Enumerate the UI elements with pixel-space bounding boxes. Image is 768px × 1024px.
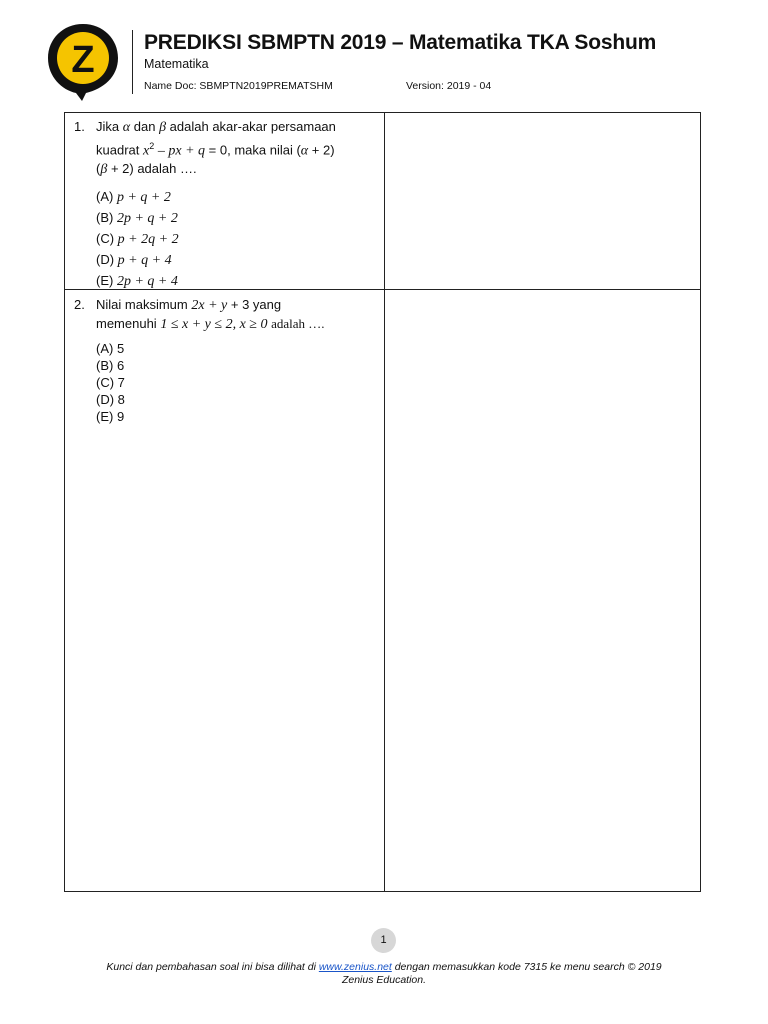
option-b <box>96 357 386 374</box>
option-label: (B) <box>96 210 114 226</box>
option-c <box>96 229 386 250</box>
text: + 2) <box>311 142 335 158</box>
option-value: 8 <box>117 392 125 407</box>
option-label: (E) <box>96 409 114 424</box>
zenius-link[interactable]: www.zenius.net <box>318 961 392 973</box>
question-line <box>96 296 386 315</box>
logo-letter: Z <box>71 39 95 81</box>
question-line <box>96 160 386 179</box>
page-number-badge: 1 <box>371 928 396 953</box>
option-label: (C) <box>96 231 115 247</box>
text: kuadrat <box>96 142 140 158</box>
option-value: 2p + q + 2 <box>116 211 178 227</box>
text: Nilai maksimum <box>96 297 188 312</box>
text: = 0, maka nilai ( <box>208 142 301 158</box>
question-line <box>96 118 386 137</box>
option-value: 7 <box>117 375 125 390</box>
text: dan <box>133 119 156 134</box>
answer-options <box>96 187 386 292</box>
text: + 3 yang <box>230 297 282 312</box>
option-value: 5 <box>116 341 125 356</box>
option-value: 9 <box>116 409 125 424</box>
footer-text: Kunci dan pembahasan soal ini bisa dilihat di <box>106 961 316 973</box>
document-title: PREDIKSI SBMPTN 2019 – Matematika TKA Soshum <box>144 31 657 54</box>
footer-text: dengan memasukkan kode 7315 ke menu search © 2019 <box>394 961 662 973</box>
option-e <box>96 408 386 425</box>
math-expression: 2x + y <box>191 298 228 313</box>
document-version: Version: 2019 - 04 <box>406 80 492 92</box>
text: ( <box>96 161 101 177</box>
option-label: (B) <box>96 358 114 373</box>
option-value: p + q + 4 <box>117 253 172 269</box>
footer-note <box>40 961 728 987</box>
option-a <box>96 340 386 357</box>
math-beta: β <box>159 120 167 135</box>
option-label: (A) <box>96 341 114 356</box>
document-subject: Matematika <box>144 57 209 71</box>
header-divider <box>132 30 133 94</box>
option-value: p + q + 2 <box>116 190 171 206</box>
text: Jika <box>96 119 120 134</box>
option-e <box>96 271 386 292</box>
option-label: (A) <box>96 189 114 205</box>
question-number: 1. <box>74 119 85 134</box>
question-body <box>96 296 386 425</box>
answer-options <box>96 340 386 425</box>
math-x: x <box>143 143 150 159</box>
math-constraint: 1 ≤ x + y ≤ 2, x ≥ 0 <box>160 317 268 332</box>
zenius-logo <box>46 22 120 102</box>
math-exponent: 2 <box>149 141 155 151</box>
question-line <box>96 137 386 160</box>
option-value: 2p + q + 4 <box>116 274 178 290</box>
option-d <box>96 391 386 408</box>
option-b <box>96 208 386 229</box>
option-value: p + 2q + 2 <box>117 232 179 248</box>
option-value: 6 <box>116 358 125 373</box>
option-c <box>96 374 386 391</box>
question-line <box>96 315 386 334</box>
math-beta: β <box>100 162 108 178</box>
option-label: (E) <box>96 273 114 289</box>
question-number: 2. <box>74 297 85 312</box>
text: + 2) adalah …. <box>110 161 197 177</box>
option-label: (D) <box>96 392 115 407</box>
option-d <box>96 250 386 271</box>
option-label: (C) <box>96 375 115 390</box>
math-expression: – px + q <box>157 143 206 159</box>
text: adalah akar-akar persamaan <box>169 119 336 134</box>
option-a <box>96 187 386 208</box>
text: memenuhi <box>96 316 157 331</box>
option-label: (D) <box>96 252 115 268</box>
math-alpha: α <box>300 143 309 159</box>
text: adalah …. <box>271 316 325 331</box>
footer-text-line2: Zenius Education. <box>341 974 427 986</box>
document-name: Name Doc: SBMPTN2019PREMATSHM <box>144 80 333 92</box>
math-alpha: α <box>122 120 131 135</box>
question-body <box>96 118 386 292</box>
